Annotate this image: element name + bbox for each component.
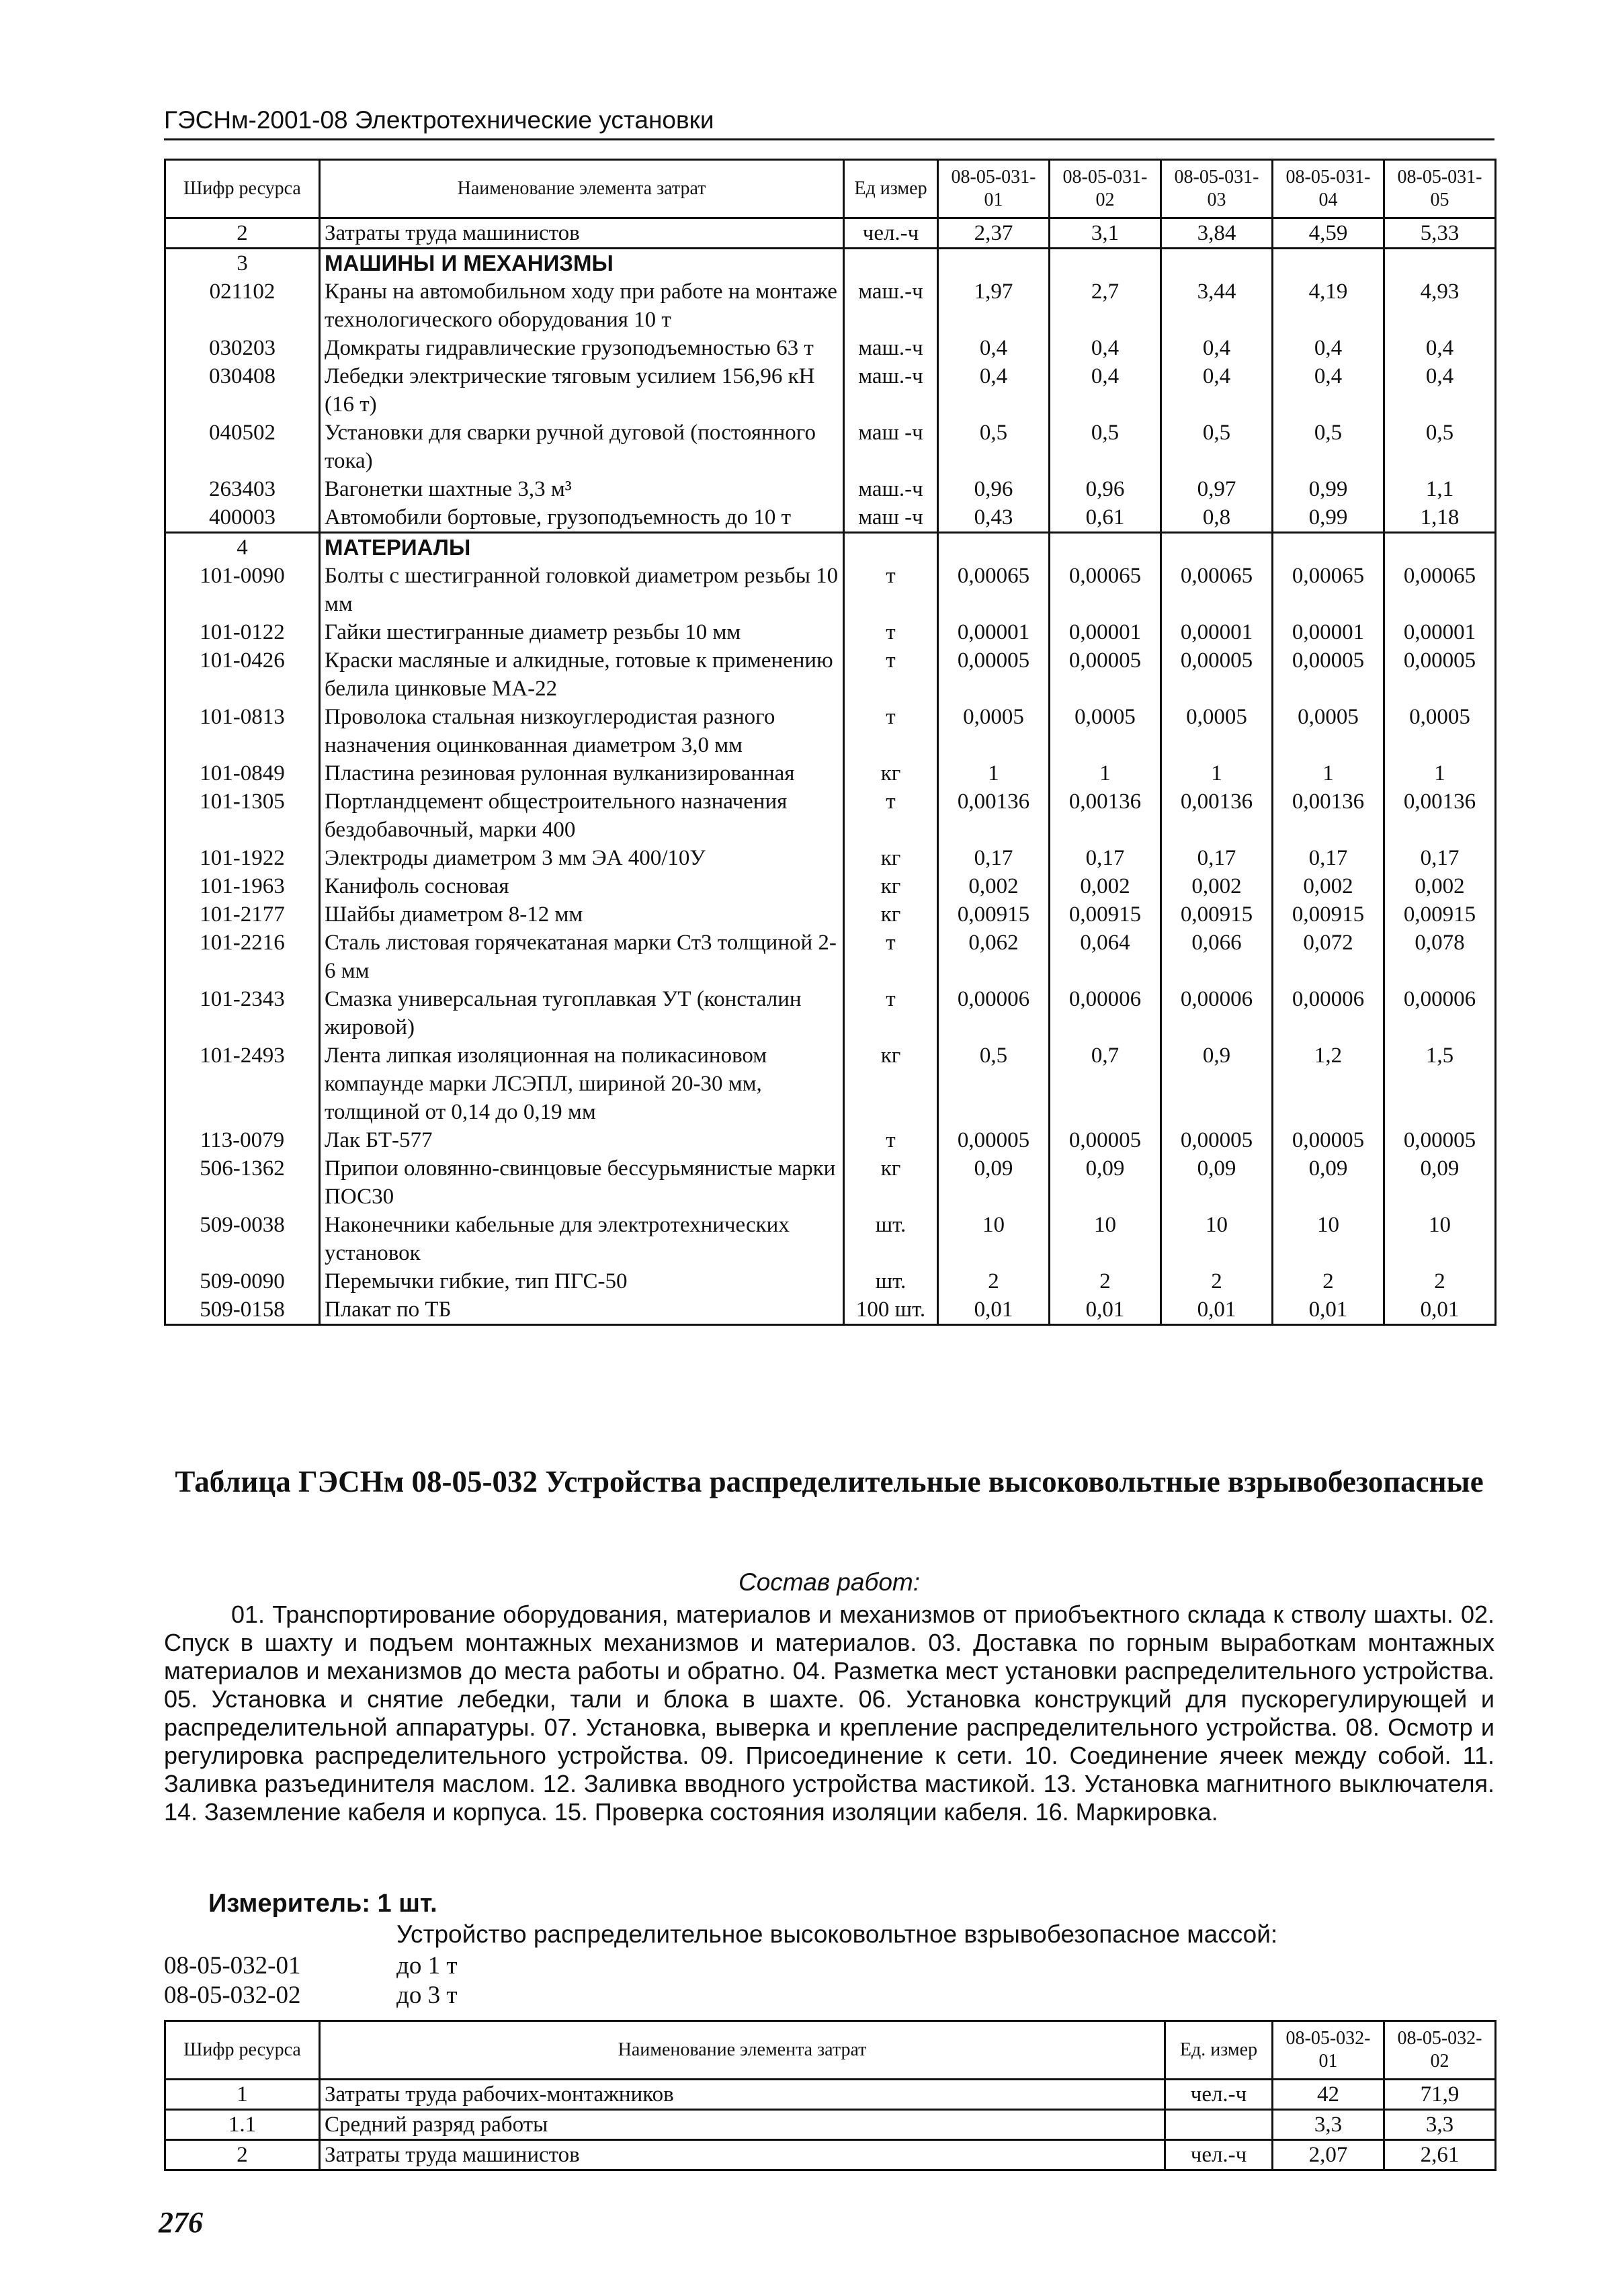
- value-cell: 0,00915: [1050, 900, 1161, 929]
- value-cell: [938, 533, 1050, 562]
- table-row: [165, 844, 1496, 872]
- value-cell: 0,4: [1273, 334, 1384, 362]
- resource-unit: кг: [844, 1154, 938, 1211]
- table-row: [165, 562, 1496, 618]
- value-cell: 0,5: [1384, 419, 1496, 475]
- table-row: [165, 278, 1496, 334]
- value-cell: 0,00005: [1161, 1126, 1273, 1154]
- resource-unit: кг: [844, 900, 938, 929]
- resource-unit: чел.-ч: [1165, 2140, 1273, 2170]
- col-header-variant: 08-05-032-02: [1384, 2021, 1496, 2080]
- table-row: [165, 218, 1496, 249]
- value-cell: 71,9: [1384, 2080, 1496, 2110]
- resource-unit: т: [844, 788, 938, 844]
- value-cell: 0,09: [938, 1154, 1050, 1211]
- table-header-row: [165, 160, 1496, 218]
- table-body: [165, 218, 1496, 1325]
- resource-unit: т: [844, 618, 938, 646]
- value-cell: 0,7: [1050, 1041, 1161, 1126]
- value-cell: 0,01: [1384, 1295, 1496, 1325]
- table-row: [165, 419, 1496, 475]
- resource-unit: чел.-ч: [1165, 2080, 1273, 2110]
- table-row: [165, 503, 1496, 533]
- value-cell: 0,00005: [1050, 1126, 1161, 1154]
- variant-code: 08-05-032-01: [164, 1952, 301, 1980]
- resource-unit: т: [844, 985, 938, 1041]
- resource-name: Средний разряд работы: [320, 2110, 1165, 2140]
- resource-code: 101-2493: [165, 1041, 320, 1126]
- value-cell: [1050, 249, 1161, 278]
- resource-unit: кг: [844, 1041, 938, 1126]
- value-cell: 1: [1384, 759, 1496, 788]
- resource-code: 509-0038: [165, 1211, 320, 1267]
- resource-name: Лента липкая изоляционная на поликасиновом компаунде марки ЛСЭПЛ, шириной 20-30 мм, толщиной от 0,14 до 0,19 мм: [320, 1041, 844, 1126]
- value-cell: 4,93: [1384, 278, 1496, 334]
- resource-table-031: [164, 159, 1496, 1326]
- variant-line: [164, 1951, 458, 1980]
- resource-name: Затраты труда машинистов: [320, 2140, 1165, 2170]
- col-header-unit: Ед. измер: [1165, 2021, 1273, 2080]
- value-cell: [1161, 533, 1273, 562]
- page-header: ГЭСНм-2001-08 Электротехнические установки: [164, 106, 1494, 140]
- value-cell: 0,00006: [1384, 985, 1496, 1041]
- col-header-name: Наименование элемента затрат: [320, 160, 844, 218]
- value-cell: [1273, 249, 1384, 278]
- value-cell: 0,5: [1161, 419, 1273, 475]
- resource-name: Перемычки гибкие, тип ПГС-50: [320, 1267, 844, 1295]
- value-cell: 0,00136: [1161, 788, 1273, 844]
- value-cell: 0,17: [1050, 844, 1161, 872]
- resource-code: 400003: [165, 503, 320, 533]
- resource-code: 101-0090: [165, 562, 320, 618]
- table-row: [165, 2110, 1496, 2140]
- table-row: [165, 1126, 1496, 1154]
- value-cell: 0,5: [1050, 419, 1161, 475]
- resource-code: 263403: [165, 475, 320, 503]
- value-cell: [1273, 533, 1384, 562]
- value-cell: 0,4: [1384, 362, 1496, 419]
- table-row: [165, 985, 1496, 1041]
- value-cell: 1,5: [1384, 1041, 1496, 1126]
- value-cell: 0,00005: [1384, 646, 1496, 703]
- resource-unit: т: [844, 646, 938, 703]
- value-cell: 2: [1384, 1267, 1496, 1295]
- resource-name: Припои оловянно-свинцовые бессурьмянистые марки ПОС30: [320, 1154, 844, 1211]
- resource-name: Краны на автомобильном ходу при работе на монтаже технологического оборудования 10 т: [320, 278, 844, 334]
- value-cell: 0,00001: [938, 618, 1050, 646]
- resource-unit: маш.-ч: [844, 475, 938, 503]
- resource-unit: [1165, 2110, 1273, 2140]
- resource-code: 2: [165, 218, 320, 249]
- col-header-variant: 08-05-031-02: [1050, 160, 1161, 218]
- col-header-variant: 08-05-031-03: [1161, 160, 1273, 218]
- value-cell: 0,5: [938, 1041, 1050, 1126]
- table-row: [165, 2080, 1496, 2110]
- col-header-variant: 08-05-031-01: [938, 160, 1050, 218]
- value-cell: 0,00001: [1384, 618, 1496, 646]
- variant-line: [164, 1981, 458, 2010]
- value-cell: 0,0005: [1161, 703, 1273, 759]
- col-header-variant: 08-05-031-05: [1384, 160, 1496, 218]
- resource-code: 509-0158: [165, 1295, 320, 1325]
- resource-code: 021102: [165, 278, 320, 334]
- value-cell: 2: [1050, 1267, 1161, 1295]
- value-cell: 0,4: [1050, 362, 1161, 419]
- col-header-code: Шифр ресурса: [165, 2021, 320, 2080]
- value-cell: 0,0005: [1050, 703, 1161, 759]
- value-cell: 0,00065: [1273, 562, 1384, 618]
- value-cell: 0,00136: [1050, 788, 1161, 844]
- resource-code: 101-1305: [165, 788, 320, 844]
- value-cell: 0,00915: [1273, 900, 1384, 929]
- table-row: [165, 1154, 1496, 1211]
- value-cell: 0,4: [1050, 334, 1161, 362]
- value-cell: 0,0005: [938, 703, 1050, 759]
- resource-code: 101-2343: [165, 985, 320, 1041]
- resource-unit: чел.-ч: [844, 218, 938, 249]
- resource-name: Сталь листовая горячекатаная марки Ст3 толщиной 2-6 мм: [320, 929, 844, 985]
- resource-name: Наконечники кабельные для электротехнических установок: [320, 1211, 844, 1267]
- value-cell: 0,09: [1050, 1154, 1161, 1211]
- value-cell: 1: [938, 759, 1050, 788]
- section-row: [165, 249, 1496, 278]
- resource-name: Вагонетки шахтные 3,3 м³: [320, 475, 844, 503]
- value-cell: 10: [1161, 1211, 1273, 1267]
- value-cell: 2,07: [1273, 2140, 1384, 2170]
- value-cell: 0,8: [1161, 503, 1273, 533]
- resource-unit: т: [844, 929, 938, 985]
- value-cell: 0,072: [1273, 929, 1384, 985]
- value-cell: 0,4: [1384, 334, 1496, 362]
- value-cell: 2: [938, 1267, 1050, 1295]
- page-number: 276: [159, 2206, 203, 2239]
- resource-code: 101-0813: [165, 703, 320, 759]
- value-cell: 0,00136: [1273, 788, 1384, 844]
- resource-unit: кг: [844, 844, 938, 872]
- table-row: [165, 1267, 1496, 1295]
- resource-unit: маш -ч: [844, 419, 938, 475]
- resource-name: Плакат по ТБ: [320, 1295, 844, 1325]
- value-cell: 3,1: [1050, 218, 1161, 249]
- resource-code: 101-2177: [165, 900, 320, 929]
- value-cell: 0,00005: [1273, 1126, 1384, 1154]
- value-cell: 1,97: [938, 278, 1050, 334]
- col-header-variant: 08-05-031-04: [1273, 160, 1384, 218]
- resource-code: 101-0426: [165, 646, 320, 703]
- value-cell: 1: [1050, 759, 1161, 788]
- resource-name: Портландцемент общестроительного назначения бездобавочный, марки 400: [320, 788, 844, 844]
- value-cell: 0,01: [1050, 1295, 1161, 1325]
- works-description: 01. Транспортирование оборудования, материалов и механизмов от приобъектного склада к стволу шахты. 02. Спуск в шахту и подъем монтажных механизмов и материалов. 03. Доставка по горным выработкам монтажных материалов и механизмов до места работы и обратно. 04. Разметка мест установки распределительного устройства. 05. Установка и снятие лебедки, тали и блока в шахте. 06. Установка конструкций для пускорегулирующей и распределительной аппаратуры. 07. Установка, выверка и крепление распределительного устройства. 08. Осмотр и регулировка распределительного устройства. 09. Присоединение к сети. 10. Соединение ячеек между собой. 11. Заливка разъединителя маслом. 12. Заливка вводного устройства мастикой. 13. Установка магнитного выключателя. 14. Заземление кабеля и корпуса. 15. Проверка состояния изоляции кабеля. 16. Маркировка.: [164, 1601, 1494, 1826]
- table-row: [165, 1211, 1496, 1267]
- value-cell: 0,062: [938, 929, 1050, 985]
- resource-table-032: [164, 2020, 1496, 2171]
- value-cell: 0,4: [1161, 334, 1273, 362]
- value-cell: 0,00065: [938, 562, 1050, 618]
- value-cell: 0,002: [1050, 872, 1161, 900]
- value-cell: 0,4: [938, 334, 1050, 362]
- table-header-row: [165, 2021, 1496, 2080]
- value-cell: 3,44: [1161, 278, 1273, 334]
- resource-name: Затраты труда рабочих-монтажников: [320, 2080, 1165, 2110]
- value-cell: [1050, 533, 1161, 562]
- value-cell: 10: [938, 1211, 1050, 1267]
- value-cell: 3,84: [1161, 218, 1273, 249]
- value-cell: 0,002: [1273, 872, 1384, 900]
- resource-unit: т: [844, 703, 938, 759]
- works-caption: Состав работ:: [738, 1568, 921, 1596]
- value-cell: 0,61: [1050, 503, 1161, 533]
- resource-name: Домкраты гидравлические грузоподъемностью 63 т: [320, 334, 844, 362]
- resource-name: Шайбы диаметром 8-12 мм: [320, 900, 844, 929]
- resource-name: Автомобили бортовые, грузоподъемность до 10 т: [320, 503, 844, 533]
- resource-code: 101-2216: [165, 929, 320, 985]
- value-cell: 0,0005: [1384, 703, 1496, 759]
- table-row: [165, 646, 1496, 703]
- value-cell: 0,01: [1161, 1295, 1273, 1325]
- value-cell: 0,17: [938, 844, 1050, 872]
- resource-name: Пластина резиновая рулонная вулканизированная: [320, 759, 844, 788]
- value-cell: 1,2: [1273, 1041, 1384, 1126]
- value-cell: 0,00005: [1273, 646, 1384, 703]
- table-row: [165, 475, 1496, 503]
- value-cell: 0,00005: [938, 646, 1050, 703]
- value-cell: 10: [1384, 1211, 1496, 1267]
- table-title: Таблица ГЭСНм 08-05-032 Устройства распределительные высоковольтные взрывобезопасные: [175, 1465, 1484, 1498]
- value-cell: 0,4: [1273, 362, 1384, 419]
- value-cell: 5,33: [1384, 218, 1496, 249]
- resource-name: Гайки шестигранные диаметр резьбы 10 мм: [320, 618, 844, 646]
- equipment-description: Устройство распределительное высоковольтное взрывобезопасное массой:: [396, 1920, 1278, 1948]
- resource-unit: шт.: [844, 1211, 938, 1267]
- value-cell: 0,00006: [1273, 985, 1384, 1041]
- value-cell: 3,3: [1273, 2110, 1384, 2140]
- resource-code: 2: [165, 2140, 320, 2170]
- table-row: [165, 929, 1496, 985]
- value-cell: 2,61: [1384, 2140, 1496, 2170]
- resource-unit: шт.: [844, 1267, 938, 1295]
- resource-code: 1: [165, 2080, 320, 2110]
- resource-name: Лебедки электрические тяговым усилием 156,96 кН (16 т): [320, 362, 844, 419]
- resource-code: 101-0122: [165, 618, 320, 646]
- col-header-code: Шифр ресурса: [165, 160, 320, 218]
- value-cell: 1: [1273, 759, 1384, 788]
- table-row: [165, 1041, 1496, 1126]
- value-cell: 0,00136: [938, 788, 1050, 844]
- value-cell: 0,00001: [1050, 618, 1161, 646]
- value-cell: 0,00001: [1161, 618, 1273, 646]
- value-cell: [1161, 249, 1273, 278]
- resource-code: 509-0090: [165, 1267, 320, 1295]
- value-cell: 2,7: [1050, 278, 1161, 334]
- value-cell: 0,43: [938, 503, 1050, 533]
- table-row: [165, 788, 1496, 844]
- value-cell: 0,00065: [1384, 562, 1496, 618]
- table-row: [165, 362, 1496, 419]
- value-cell: 0,97: [1161, 475, 1273, 503]
- resource-code: 3: [165, 249, 320, 278]
- value-cell: 0,5: [938, 419, 1050, 475]
- value-cell: 0,00006: [938, 985, 1050, 1041]
- value-cell: 0,96: [938, 475, 1050, 503]
- resource-code: 4: [165, 533, 320, 562]
- value-cell: 2: [1161, 1267, 1273, 1295]
- resource-code: 506-1362: [165, 1154, 320, 1211]
- value-cell: 0,00006: [1161, 985, 1273, 1041]
- value-cell: 0,99: [1273, 475, 1384, 503]
- resource-unit: кг: [844, 872, 938, 900]
- resource-code: 040502: [165, 419, 320, 475]
- table-row: [165, 703, 1496, 759]
- value-cell: 0,00005: [938, 1126, 1050, 1154]
- value-cell: 0,96: [1050, 475, 1161, 503]
- resource-code: 113-0079: [165, 1126, 320, 1154]
- value-cell: 0,00065: [1050, 562, 1161, 618]
- value-cell: 0,4: [938, 362, 1050, 419]
- resource-unit: маш -ч: [844, 503, 938, 533]
- resource-unit: т: [844, 1126, 938, 1154]
- value-cell: 0,09: [1273, 1154, 1384, 1211]
- resource-name: Электроды диаметром 3 мм ЭА 400/10У: [320, 844, 844, 872]
- value-cell: 4,19: [1273, 278, 1384, 334]
- value-cell: 0,00136: [1384, 788, 1496, 844]
- value-cell: 0,17: [1161, 844, 1273, 872]
- value-cell: [1384, 249, 1496, 278]
- section-title: МАТЕРИАЛЫ: [320, 533, 844, 562]
- resource-unit: т: [844, 562, 938, 618]
- value-cell: 42: [1273, 2080, 1384, 2110]
- value-cell: 2,37: [938, 218, 1050, 249]
- variant-label: до 3 т: [396, 1982, 458, 2009]
- col-header-unit: Ед измер: [844, 160, 938, 218]
- resource-code: 030408: [165, 362, 320, 419]
- value-cell: 0,00005: [1384, 1126, 1496, 1154]
- table-row: [165, 334, 1496, 362]
- value-cell: 0,01: [938, 1295, 1050, 1325]
- resource-name: Смазка универсальная тугоплавкая УТ (консталин жировой): [320, 985, 844, 1041]
- table-body: [165, 2080, 1496, 2170]
- resource-name: Лак БТ-577: [320, 1126, 844, 1154]
- value-cell: [1384, 533, 1496, 562]
- resource-name: Затраты труда машинистов: [320, 218, 844, 249]
- col-header-variant: 08-05-032-01: [1273, 2021, 1384, 2080]
- resource-code: 101-1922: [165, 844, 320, 872]
- value-cell: 0,5: [1273, 419, 1384, 475]
- resource-unit: кг: [844, 759, 938, 788]
- col-header-name: Наименование элемента затрат: [320, 2021, 1165, 2080]
- value-cell: 0,002: [938, 872, 1050, 900]
- value-cell: 0,002: [1384, 872, 1496, 900]
- table-row: [165, 900, 1496, 929]
- resource-name: Установки для сварки ручной дуговой (постоянного тока): [320, 419, 844, 475]
- resource-unit: маш.-ч: [844, 334, 938, 362]
- variant-code: 08-05-032-02: [164, 1982, 301, 2009]
- value-cell: [938, 249, 1050, 278]
- section-title: МАШИНЫ И МЕХАНИЗМЫ: [320, 249, 844, 278]
- value-cell: 0,17: [1384, 844, 1496, 872]
- table-row: [165, 2140, 1496, 2170]
- value-cell: 0,09: [1161, 1154, 1273, 1211]
- value-cell: 0,078: [1384, 929, 1496, 985]
- variant-label: до 1 т: [396, 1952, 458, 1980]
- resource-name: Проволока стальная низкоуглеродистая разного назначения оцинкованная диаметром 3,0 мм: [320, 703, 844, 759]
- value-cell: 0,002: [1161, 872, 1273, 900]
- unit-cell: [844, 249, 938, 278]
- resource-code: 101-1963: [165, 872, 320, 900]
- resource-name: Краски масляные и алкидные, готовые к применению белила цинковые МА-22: [320, 646, 844, 703]
- value-cell: 0,00915: [1384, 900, 1496, 929]
- value-cell: 0,00001: [1273, 618, 1384, 646]
- value-cell: 1,1: [1384, 475, 1496, 503]
- value-cell: 0,00065: [1161, 562, 1273, 618]
- resource-unit: 100 шт.: [844, 1295, 938, 1325]
- value-cell: 4,59: [1273, 218, 1384, 249]
- resource-name: Канифоль сосновая: [320, 872, 844, 900]
- resource-code: 030203: [165, 334, 320, 362]
- value-cell: 10: [1273, 1211, 1384, 1267]
- value-cell: 0,99: [1273, 503, 1384, 533]
- value-cell: 2: [1273, 1267, 1384, 1295]
- table-row: [165, 759, 1496, 788]
- value-cell: 10: [1050, 1211, 1161, 1267]
- resource-code: 101-0849: [165, 759, 320, 788]
- table-row: [165, 872, 1496, 900]
- value-cell: 3,3: [1384, 2110, 1496, 2140]
- value-cell: 0,00006: [1050, 985, 1161, 1041]
- value-cell: 0,00915: [938, 900, 1050, 929]
- resource-unit: маш.-ч: [844, 278, 938, 334]
- meter-label: Измеритель: 1 шт.: [208, 1889, 437, 1918]
- table-row: [165, 1295, 1496, 1325]
- value-cell: 0,00005: [1050, 646, 1161, 703]
- resource-unit: маш.-ч: [844, 362, 938, 419]
- value-cell: 0,4: [1161, 362, 1273, 419]
- value-cell: 0,09: [1384, 1154, 1496, 1211]
- value-cell: 0,00915: [1161, 900, 1273, 929]
- value-cell: 0,064: [1050, 929, 1161, 985]
- value-cell: 0,066: [1161, 929, 1273, 985]
- table-row: [165, 618, 1496, 646]
- value-cell: 0,01: [1273, 1295, 1384, 1325]
- section-row: [165, 533, 1496, 562]
- value-cell: 1: [1161, 759, 1273, 788]
- value-cell: 0,9: [1161, 1041, 1273, 1126]
- value-cell: 0,00005: [1161, 646, 1273, 703]
- value-cell: 0,0005: [1273, 703, 1384, 759]
- value-cell: 0,17: [1273, 844, 1384, 872]
- unit-cell: [844, 533, 938, 562]
- resource-code: 1.1: [165, 2110, 320, 2140]
- resource-name: Болты с шестигранной головкой диаметром резьбы 10 мм: [320, 562, 844, 618]
- value-cell: 1,18: [1384, 503, 1496, 533]
